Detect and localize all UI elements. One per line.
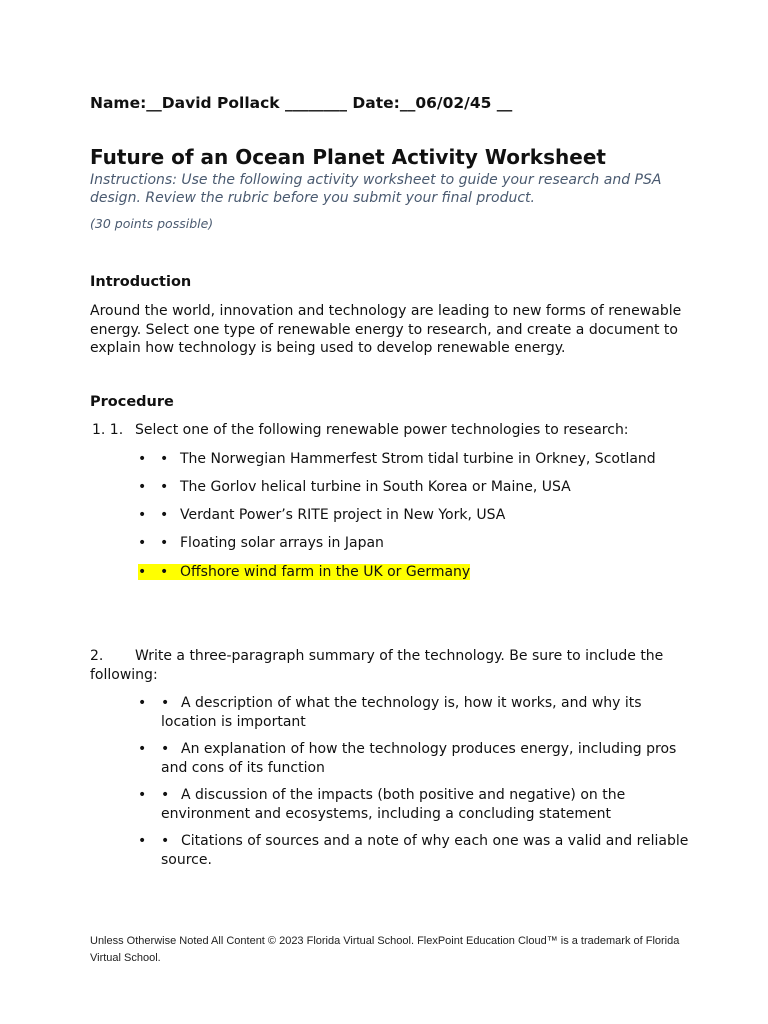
list-item — [138, 507, 505, 523]
bullet-marker: • — [138, 479, 147, 495]
step-1 — [92, 422, 629, 438]
option-text: The Norwegian Hammerfest Strom tidal turbine in Orkney, Scotland — [180, 451, 656, 467]
points-possible: (30 points possible) — [90, 216, 214, 231]
list-item — [138, 451, 656, 467]
bullet-marker: • — [161, 833, 170, 849]
step-1-number: 1. 1. — [92, 422, 124, 438]
instructions-text: Instructions: Use the following activity worksheet to guide your research and PSA design. Review the rubric before you submit your final product. — [90, 172, 662, 206]
item-text: A discussion of the impacts (both positive and negative) on the environment and ecosystems, including a concluding statement — [161, 787, 626, 822]
step-2-number: 2. — [90, 648, 104, 664]
copyright-footer: Unless Otherwise Noted All Content © 2023 Florida Virtual School. FlexPoint Education Cloud™ is a trademark of Florida Virtual School. — [90, 935, 680, 964]
step-2-text: Write a three-paragraph summary of the technology. Be sure to include the following: — [90, 648, 664, 683]
bullet-marker: • — [138, 833, 147, 849]
bullet-marker: • — [160, 535, 169, 551]
bullet-marker: • — [138, 741, 147, 757]
bullet-marker: • — [161, 787, 170, 803]
introduction-text: Around the world, innovation and technology are leading to new forms of renewable energy. Select one type of renewable energy to research, and create a document to explain how technology is being used to develop renewable energy. — [90, 303, 682, 356]
bullet-marker: • — [138, 787, 147, 803]
bullet-marker: • — [138, 451, 147, 467]
list-item — [138, 535, 384, 551]
step-1-text: Select one of the following renewable power technologies to research: — [135, 422, 629, 438]
item-text: Citations of sources and a note of why each one was a valid and reliable source. — [161, 833, 689, 868]
bullet-marker: • — [161, 695, 170, 711]
bullet-marker: • — [138, 695, 147, 711]
bullet-marker: • — [161, 741, 170, 757]
item-text: An explanation of how the technology produces energy, including pros and cons of its function — [161, 741, 677, 776]
bullet-marker: • — [160, 451, 169, 467]
bullet-marker: • — [138, 507, 147, 523]
highlighted-option: • • Offshore wind farm in the UK or Germany — [138, 564, 471, 580]
bullet-marker: • — [138, 535, 147, 551]
option-text: The Gorlov helical turbine in South Korea or Maine, USA — [180, 479, 571, 495]
selected-option-item — [138, 564, 470, 580]
list-item — [138, 479, 571, 495]
name-date-line: Name:__David Pollack ________ Date:__06/02/45 __ — [90, 94, 513, 112]
option-text: Floating solar arrays in Japan — [180, 535, 384, 551]
list-item — [138, 832, 698, 869]
list-item — [138, 694, 698, 731]
option-text: Verdant Power’s RITE project in New York, USA — [180, 507, 506, 523]
option-text: Offshore wind farm in the UK or Germany — [180, 564, 471, 580]
step-2 — [90, 647, 690, 684]
bullet-marker: • — [160, 507, 169, 523]
page-title: Future of an Ocean Planet Activity Worksheet — [90, 145, 606, 169]
procedure-heading: Procedure — [90, 394, 174, 410]
list-item — [138, 740, 698, 777]
introduction-heading: Introduction — [90, 274, 192, 290]
bullet-marker: • — [160, 479, 169, 495]
item-text: A description of what the technology is, how it works, and why its location is important — [161, 695, 642, 730]
list-item — [138, 786, 698, 823]
